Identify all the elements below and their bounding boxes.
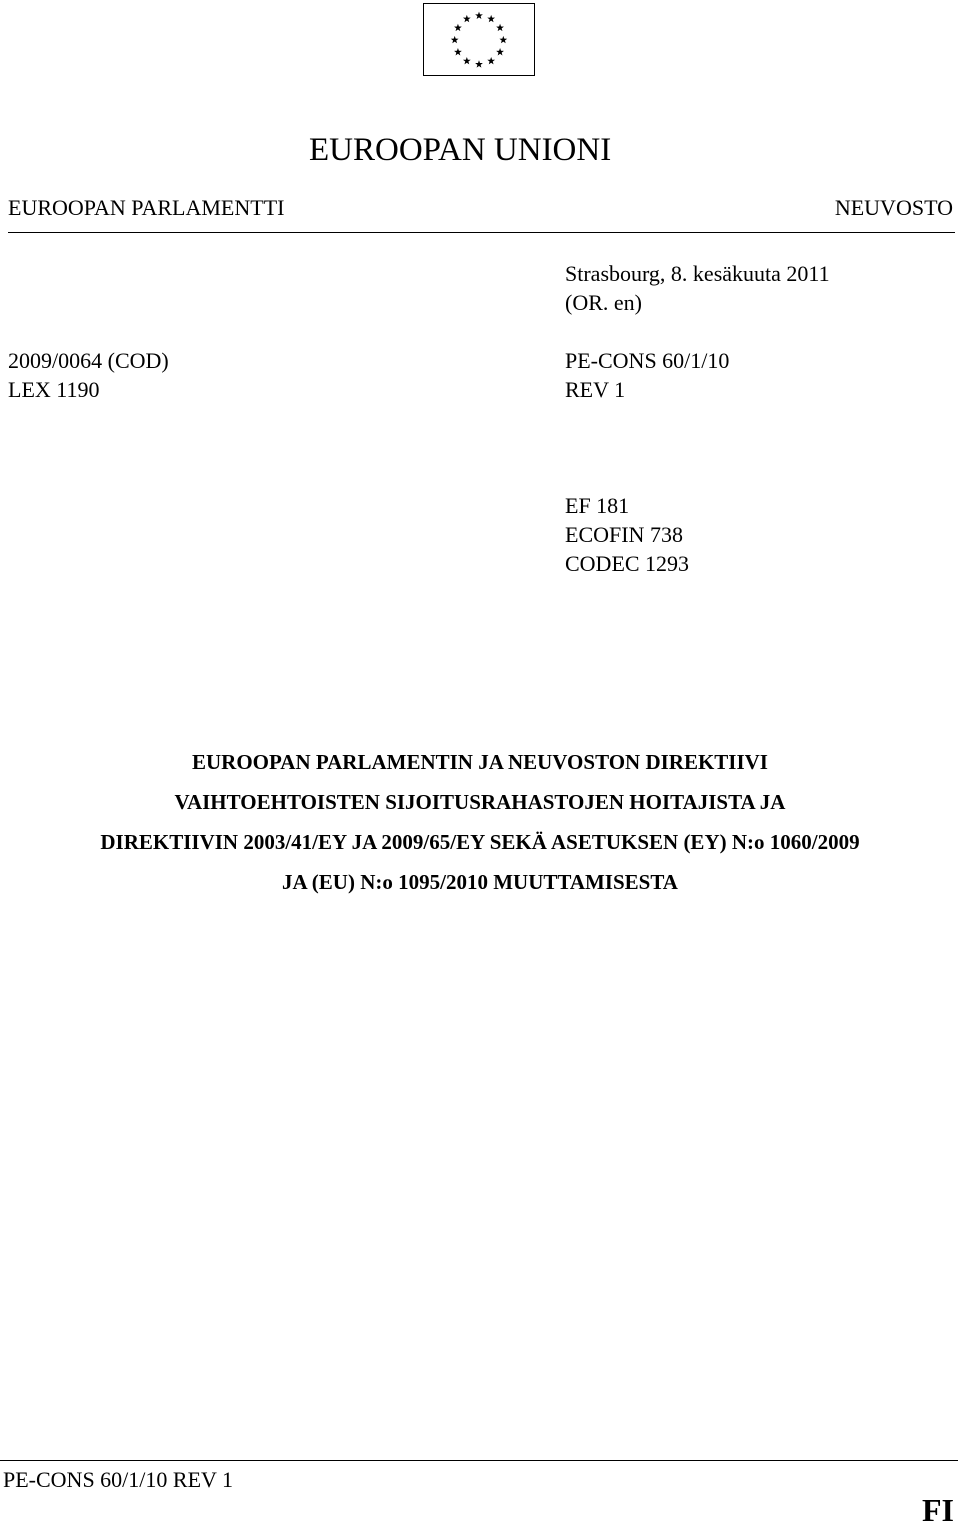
revision-code: REV 1 (565, 377, 626, 402)
council-label: NEUVOSTO (834, 195, 953, 220)
lex-code: LEX 1190 (8, 377, 100, 402)
union-title: EUROOPAN UNIONI (309, 132, 612, 168)
star-icon (487, 57, 495, 64)
star-icon (496, 24, 504, 31)
star-icon (463, 57, 471, 64)
subject-tag: ECOFIN 738 (565, 522, 683, 547)
footer-reference: PE-CONS 60/1/10 REV 1 (3, 1467, 234, 1492)
footer-divider (0, 1460, 958, 1461)
document-title-line: JA (EU) N:o 1095/2010 MUUTTAMISESTA (282, 870, 678, 894)
procedure-code: 2009/0064 (COD) (8, 348, 169, 373)
eu-flag-icon (423, 3, 535, 76)
star-icon (451, 36, 459, 43)
place-date: Strasbourg, 8. kesäkuuta 2011 (565, 261, 830, 286)
header-divider (8, 232, 955, 233)
star-icon (487, 15, 495, 22)
star-icon (499, 36, 507, 43)
subject-tag: CODEC 1293 (565, 551, 690, 576)
document-title-line: VAIHTOEHTOISTEN SIJOITUSRAHASTOJEN HOITAJISTA JA (174, 790, 786, 814)
parliament-label: EUROOPAN PARLAMENTTI (8, 195, 285, 220)
star-icon (454, 48, 462, 55)
star-icon (496, 48, 504, 55)
star-icon (454, 24, 462, 31)
star-icon (475, 12, 483, 19)
subject-tag: EF 181 (565, 493, 630, 518)
star-icon (463, 15, 471, 22)
document-title-line: EUROOPAN PARLAMENTIN JA NEUVOSTON DIREKTIIVI (192, 750, 768, 774)
eu-stars-circle (424, 4, 534, 75)
original-language: (OR. en) (565, 290, 642, 315)
document-title-line: DIREKTIIVIN 2003/41/EY JA 2009/65/EY SEKÄ ASETUKSEN (EY) N:o 1060/2009 (100, 830, 860, 854)
footer-language-code: FI (922, 1492, 954, 1528)
document-title (0, 742, 960, 902)
star-icon (475, 60, 483, 67)
pe-cons-code: PE-CONS 60/1/10 (565, 348, 730, 373)
